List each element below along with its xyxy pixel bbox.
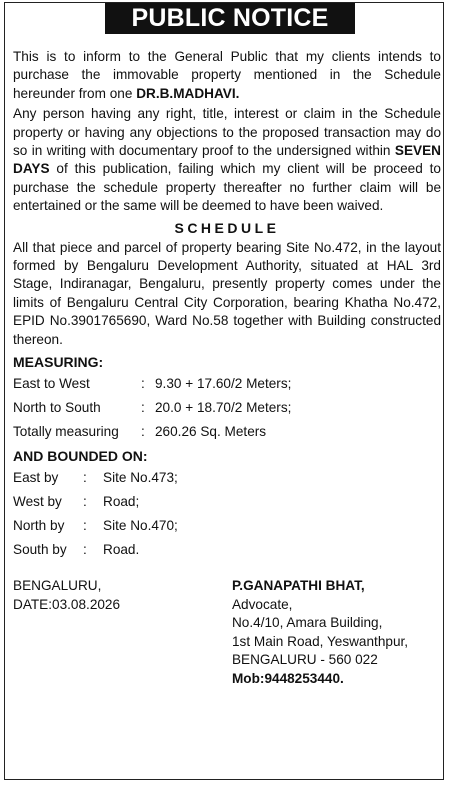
bounded-row [13, 469, 441, 487]
seller-name: DR.B.MADHAVI. [136, 85, 240, 101]
measuring-value: 20.0 + 18.70/2 Meters; [155, 400, 292, 416]
objection-text-2: of this publication, failing which my client will be proceed to purchase the schedule property thereafter no further claim will be entertained or the same will be deemed to have been waived. [13, 161, 441, 214]
colon-separator: : [141, 376, 145, 392]
bounded-value: Site No.470; [103, 518, 178, 534]
measuring-row [13, 423, 441, 441]
bounded-label: East by [13, 470, 59, 486]
colon-separator: : [83, 518, 87, 534]
bounded-label: West by [13, 494, 62, 510]
advocate-title: Advocate, [231, 596, 293, 612]
colon-separator: : [83, 470, 87, 486]
date: DATE:03.08.2026 [13, 596, 121, 612]
colon-separator: : [83, 494, 87, 510]
measuring-row [13, 375, 441, 393]
notice-body [13, 48, 441, 688]
measuring-row [13, 399, 441, 417]
notice-title: PUBLIC NOTICE [105, 3, 355, 34]
measuring-list [13, 375, 441, 441]
schedule-heading: SCHEDULE [174, 219, 280, 236]
bounded-row [13, 493, 441, 511]
place-date-block [13, 577, 232, 688]
bounded-label: South by [13, 542, 67, 558]
measuring-value: 260.26 Sq. Meters [155, 424, 267, 440]
objection-text-1: Any person having any right, title, interest or claim in the Schedule property or having any objections to the proposed transaction may do so in writing with documentary proof to the undersigned within [13, 106, 441, 159]
advocate-address-line: BENGALURU - 560 022 [231, 652, 378, 668]
advocate-address-line: 1st Main Road, Yeswanthpur, [231, 633, 409, 649]
bounded-label: North by [13, 518, 65, 534]
measuring-value: 9.30 + 17.60/2 Meters; [155, 376, 292, 392]
notice-footer [13, 577, 441, 688]
colon-separator: : [141, 424, 145, 440]
bounded-value: Road; [103, 494, 140, 510]
advocate-address-line: No.4/10, Amara Building, [231, 615, 383, 631]
advocate-block [232, 577, 441, 688]
schedule-paragraph: All that piece and parcel of property bearing Site No.472, in the layout formed by Bengaluru Development Authority, situated at HAL 3rd Stage, Indiranagar, Bengaluru, presently property comes under the limits of Bengaluru Central City Corporation, bearing Khatha No.472, EPID No.3901765690, Ward No.58 together with Building constructed thereon. [13, 239, 441, 347]
advocate-name: P.GANAPATHI BHAT, [231, 578, 365, 594]
intro-text: This is to inform to the General Public that my clients intends to purchase the immovable property mentioned in the Schedule hereunder from one [13, 49, 441, 101]
bounded-heading: AND BOUNDED ON: [13, 448, 148, 465]
bounded-row [13, 541, 441, 559]
objection-period: SEVEN DAYS [13, 143, 441, 177]
place: BENGALURU, [13, 578, 102, 594]
bounded-value: Site No.473; [103, 470, 178, 486]
colon-separator: : [141, 400, 145, 416]
intro-paragraph [13, 48, 441, 103]
bounded-list [13, 469, 441, 559]
bounded-row [13, 517, 441, 535]
objection-paragraph [13, 105, 441, 215]
colon-separator: : [83, 542, 87, 558]
advocate-mobile: Mob:9448253440. [231, 670, 344, 686]
measuring-heading: MEASURING: [13, 354, 104, 371]
measuring-label: North to South [13, 400, 101, 416]
measuring-label: East to West [13, 376, 90, 392]
measuring-label: Totally measuring [13, 424, 119, 440]
bounded-value: Road. [103, 542, 140, 558]
public-notice [4, 2, 444, 780]
